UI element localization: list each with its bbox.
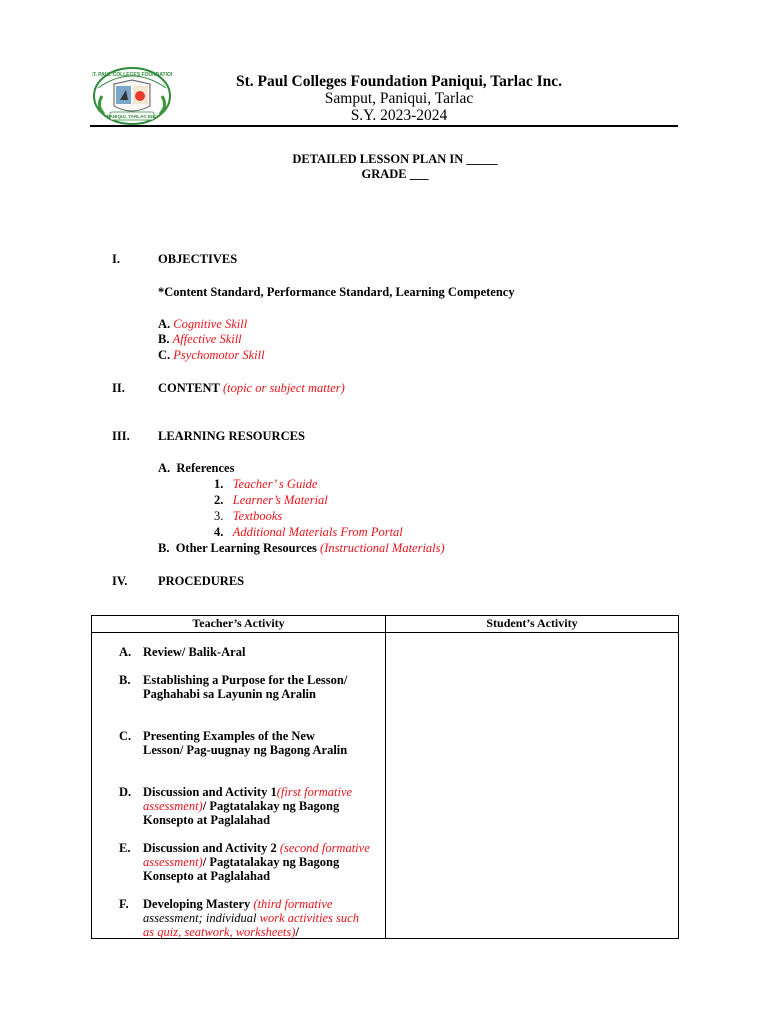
objective-item [158, 332, 242, 347]
content-line [158, 381, 345, 396]
reference-item [214, 477, 317, 492]
objective-letter: C. [158, 348, 171, 362]
step-text: Discussion and Activity 2 [143, 841, 277, 855]
section-number-objectives: I. [112, 252, 120, 266]
column-divider [385, 632, 386, 938]
other-resources-label: B. Other Learning Resources [158, 541, 317, 555]
student-activity-header: Student’s Activity [386, 616, 678, 633]
step-letter: C. [119, 729, 132, 743]
grade-line: GRADE ___ [361, 167, 429, 181]
school-name: St. Paul Colleges Foundation Paniqui, Tarlac Inc. [236, 73, 562, 90]
step-letter: A. [119, 645, 132, 659]
step-note-2: work activities such as quiz, seatwork, worksheets) [143, 911, 359, 939]
reference-text: Learner’s Material [232, 493, 328, 507]
objective-text: Psychomotor Skill [173, 348, 265, 362]
logo-bottom-text: PANIQUI, TARLAC INC. [106, 114, 158, 119]
step-text: Review/ Balik-Aral [143, 645, 246, 659]
section-title-resources: LEARNING RESOURCES [158, 429, 305, 443]
reference-item [214, 493, 328, 508]
section-title-procedures: PROCEDURES [158, 574, 245, 588]
objective-item [158, 348, 265, 363]
content-note: (topic or subject matter) [222, 381, 345, 395]
other-resources-note: (Instructional Materials) [320, 541, 445, 555]
step-note: (first formative assessment) [143, 785, 353, 813]
reference-text: Textbooks [232, 509, 283, 523]
reference-number: 3. [214, 509, 224, 523]
step-plain: assessment; individual [143, 911, 257, 925]
objective-item [158, 317, 247, 332]
section-title-content: CONTENT [158, 381, 220, 395]
references-label: A. References [158, 461, 235, 475]
procedures-table [91, 615, 679, 939]
objective-letter: A. [158, 317, 171, 331]
step-letter: D. [119, 785, 132, 799]
step-text: Presenting Examples of the New Lesson/ Pag-uugnay ng Bagong Aralin [143, 729, 348, 757]
step-text: Discussion and Activity 1 [143, 785, 277, 799]
objective-text: Affective Skill [172, 332, 242, 346]
reference-item [214, 525, 403, 540]
other-resources-line [158, 541, 445, 556]
reference-text: Teacher’ s Guide [232, 477, 318, 491]
section-number-content: II. [112, 381, 125, 395]
reference-number: 1. [214, 477, 224, 491]
step-note: (third formative [253, 897, 333, 911]
header-divider [90, 125, 678, 127]
logo-top-text: ST. PAUL COLLEGES FOUNDATION [92, 72, 172, 78]
section-number-resources: III. [112, 429, 130, 443]
section-title-objectives: OBJECTIVES [158, 252, 238, 266]
step-letter: B. [119, 673, 131, 687]
step-text: Developing Mastery [143, 897, 251, 911]
objective-letter: B. [158, 332, 170, 346]
reference-item [214, 509, 282, 524]
reference-number: 2. [214, 493, 224, 507]
reference-number: 4. [214, 525, 224, 539]
objective-text: Cognitive Skill [173, 317, 248, 331]
reference-text: Additional Materials From Portal [232, 525, 403, 539]
school-year: S.Y. 2023-2024 [350, 107, 448, 124]
step-letter: F. [119, 897, 129, 911]
teacher-activity-header: Teacher’s Activity [92, 616, 386, 633]
step-tail: / [295, 925, 299, 939]
section-number-procedures: IV. [112, 574, 128, 588]
step-note: (second formative assessment) [143, 841, 370, 869]
step-tail: / Pagtatalakay ng Bagong Konsepto at Paglalahad [143, 855, 340, 883]
step-text: Establishing a Purpose for the Lesson/ Paghahabi sa Layunin ng Aralin [143, 673, 348, 701]
step-tail: / Pagtatalakay ng Bagong Konsepto at Paglalahad [143, 799, 340, 827]
school-address: Samput, Paniqui, Tarlac [324, 90, 474, 107]
lesson-plan-title: DETAILED LESSON PLAN IN _____ [292, 152, 498, 166]
step-letter: E. [119, 841, 131, 855]
standards-line: *Content Standard, Performance Standard, Learning Competency [158, 285, 515, 299]
